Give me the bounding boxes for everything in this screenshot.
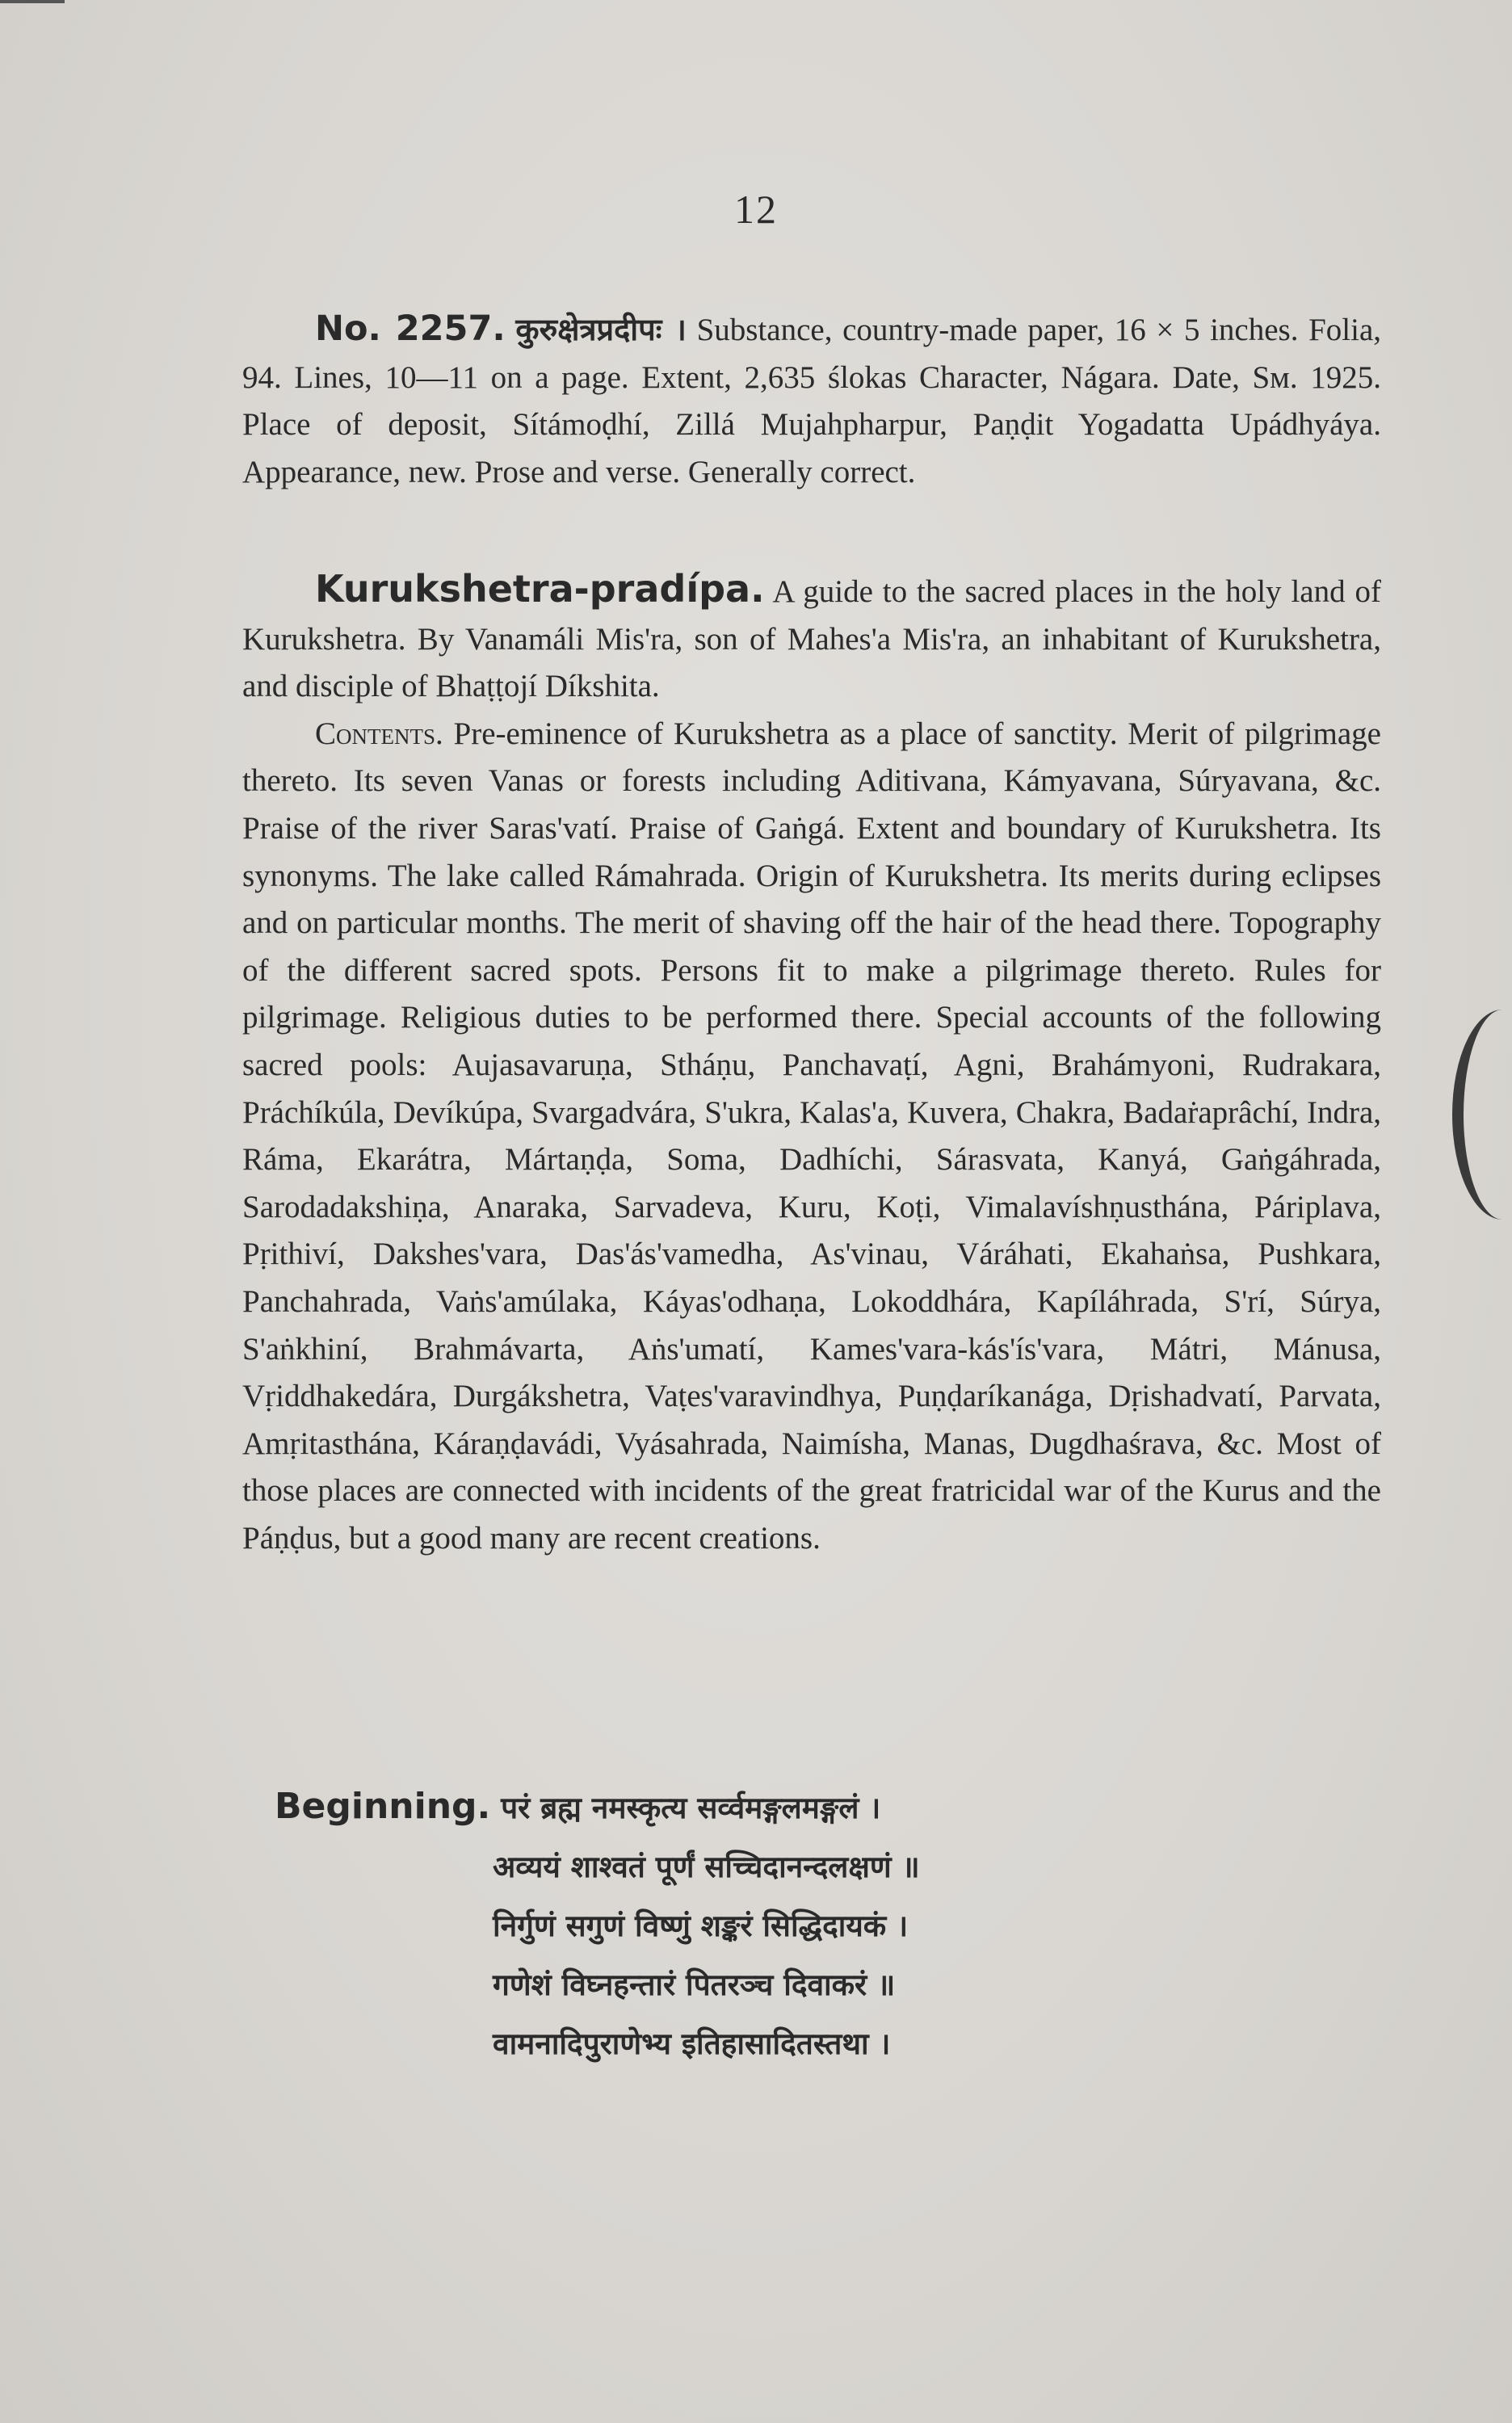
page-edge-damage [1452, 1010, 1512, 1220]
work-title: Kurukshetra-pradípa. [315, 567, 765, 611]
contents-paragraph [242, 711, 1381, 1563]
entry-paragraph [242, 305, 1381, 496]
entry-description: Substance, country-made paper, 16 × 5 inches. Folia, 94. Lines, 10—11 on a page. Extent, 2,635 ślokas Character, Nágara. Date, Sм. 1925. Place of deposit, Sítámoḍhí, Zillá Mujahpharpur, Paṇḍit Yogadatta Upádhyáya. Appearance, new. Prose and verse. Generally correct. [242, 313, 1382, 489]
work-intro: A guide to the sacred places in the holy land of Kurukshetra. By Vanamáli Mis'ra, son of Mahes'a Mis'ra, an inhabitant of Kurukshetra, and disciple of Bhaṭṭojí Díkshita. [242, 574, 1381, 704]
work-description [242, 565, 1381, 1562]
verse-line [275, 1777, 1325, 1837]
verse-line: निर्गुणं सगुणं विष्णुं शङ्करं सिद्धिदायकं । [493, 1909, 909, 1943]
entry-number: No. 2257. [315, 309, 506, 349]
contents-text: Pre-eminence of Kurukshetra as a place of sanctity. Merit of pilgrimage thereto. Its seven Vanas or forests including Aditivana, Kámyavana, Súryavana, &c. Praise of the river Saras'vatí. Praise of Gaṅgá. Extent and boundary of Kurukshetra. Its synonyms. The lake called Rámahrada. Origin of Kurukshetra. Its merits during eclipses and on particular months. The merit of shaving off the hair of the head there. Topography of the different sacred spots. Persons fit to make a pilgrimage thereto. Rules for pilgrimage. Religious duties to be performed there. Special accounts of the following sacred pools: Aujasavaruṇa, Stháṇu, Panchavaṭí, Agni, Brahámyoni, Rudrakara, Práchíkúla, Devíkúpa, Svargadvára, S'ukra, Kalas'a, Kuvera, Chakra, Badaṙaprâchí, Indra, Ráma, Ekarátra, Mártaṇḍa, Soma, Dadhíchi, Sárasvata, Kanyá, Gaṅgáhrada, Sarodadakshiṇa, Anaraka, Sarvadeva, Kuru, Koṭi, Vimalavíshṇusthána, Páriplava, Pṛithiví, Dakshes'vara, Das'ás'vamedha, As'vinau, Váráhati, Ekahaṅsa, Pushkara, Panchahrada, Vaṅs'amúlaka, Káyas'odhaṇa, Lokoddhára, Kapíláhrada, S'rí, Súrya, S'aṅkhiní, Brahmávarta, Aṅs'umatí, Kames'vara-kás'ís'vara, Mátri, Mánusa, Vṛiddhakedára, Durgákshetra, Vaṭes'varavindhya, Puṇḍaríkanága, Dṛishadvatí, Parvata, Amṛitasthána, Káraṇḍavádi, Vyásahrada, Naimísha, Manas, Dugdhaśrava, &c. Most of those places are connected with incidents of the great fratricidal war of the Kurus and the Páṇḍus, but a good many are recent creations. [242, 716, 1381, 1556]
entry-sanskrit-title: कुरुक्षेत्रप्रदीपः । [515, 312, 687, 347]
page-number: 12 [734, 187, 778, 232]
work-intro-paragraph [242, 565, 1381, 711]
scan-corner-mark [0, 0, 65, 3]
beginning-section [275, 1777, 1325, 2073]
catalogue-entry [242, 305, 1381, 496]
beginning-label: Beginning. [275, 1786, 491, 1827]
verse-line: अव्ययं शाश्वतं पूर्णं सच्चिदानन्दलक्षणं ॥ [493, 1850, 920, 1884]
verse-line: वामनादिपुराणेभ्य इतिहासादितस्तथा । [493, 2026, 891, 2061]
verse-text: परं ब्रह्म नमस्कृत्य सर्व्वमङ्गलमङ्गलं । [501, 1791, 881, 1825]
contents-label: Contents. [315, 716, 443, 751]
verse-line: गणेशं विघ्नहन्तारं पितरञ्च दिवाकरं ॥ [493, 1967, 896, 2002]
